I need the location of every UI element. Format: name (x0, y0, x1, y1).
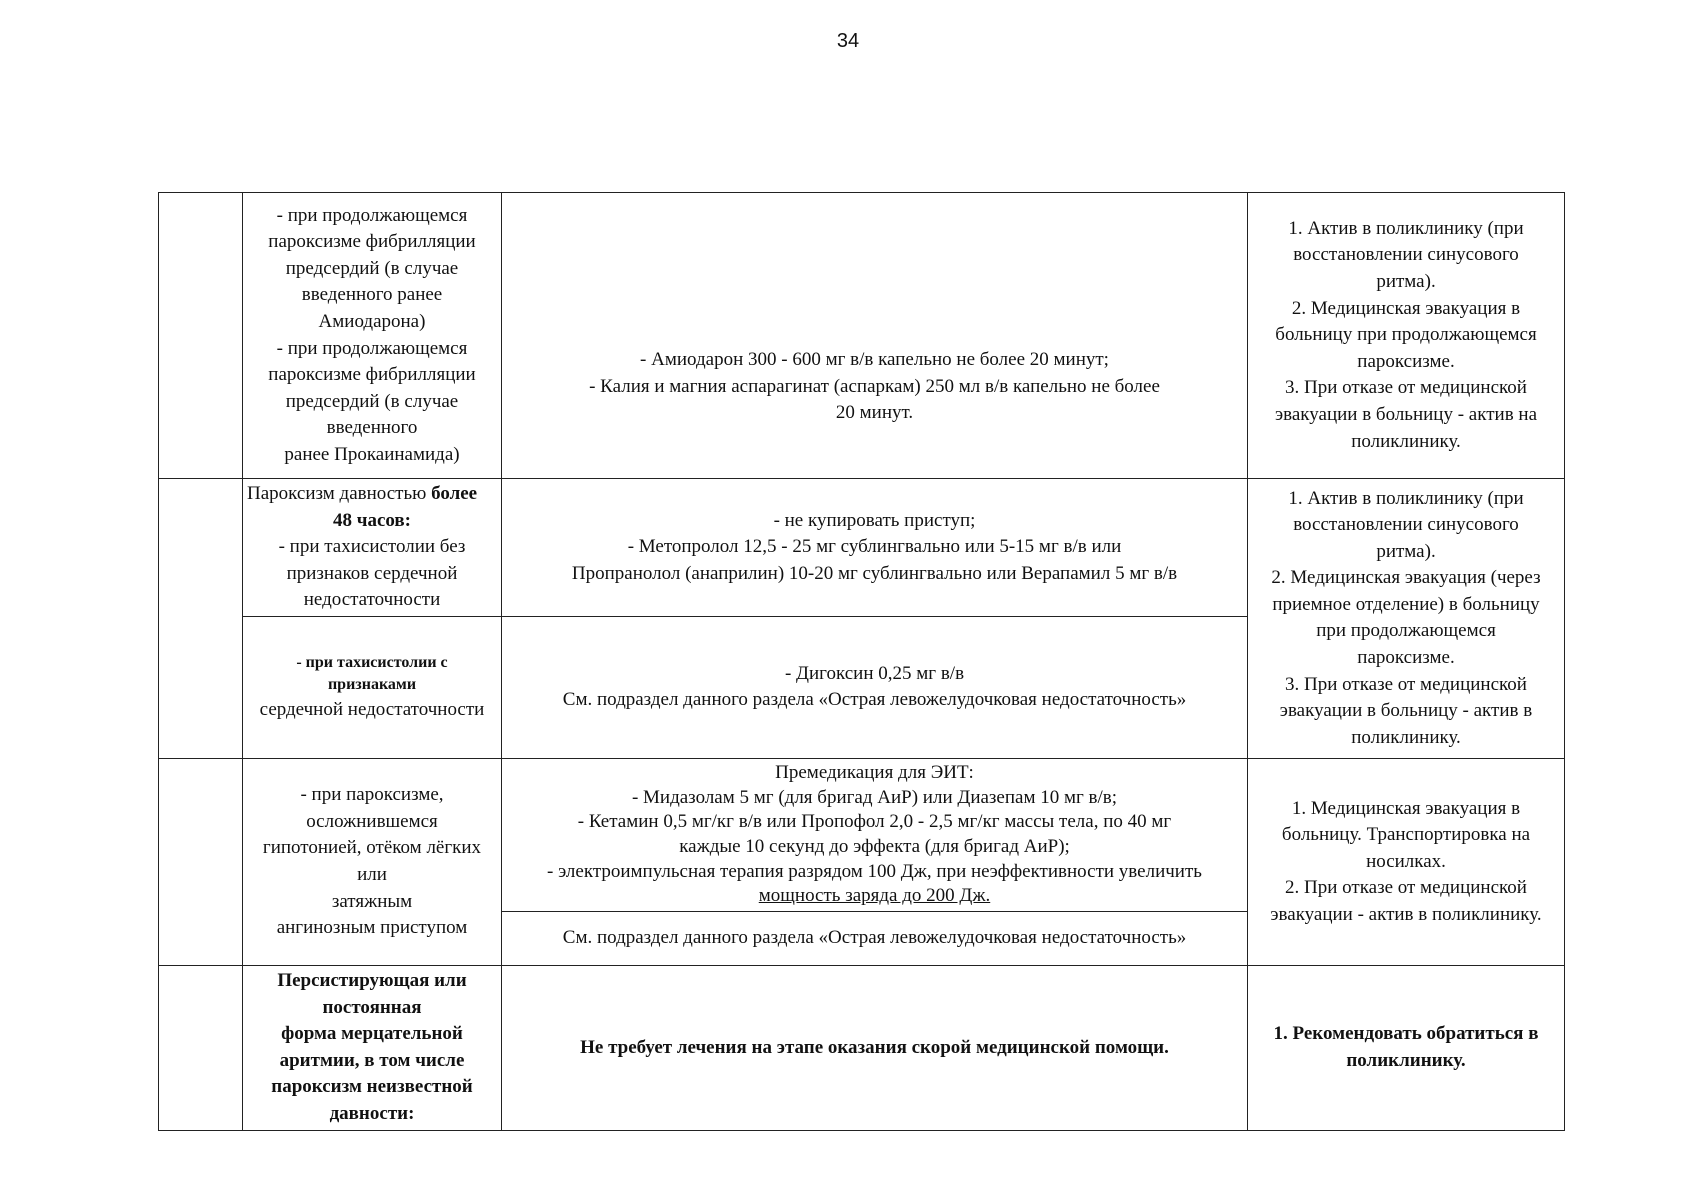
condition-cell (243, 966, 502, 1131)
index-cell (159, 758, 243, 965)
condition-line: - при продолжающемся (276, 337, 468, 359)
outcome-line: пароксизме. (1357, 647, 1455, 669)
condition-line: введенного ранее (301, 284, 443, 306)
index-cell (159, 966, 243, 1131)
condition-line: пароксизме фибрилляции (268, 231, 476, 253)
outcome-line: 1. Актив в поликлинику (при (1288, 217, 1524, 239)
treatment-cell (502, 758, 1248, 911)
condition-line: постоянная (322, 996, 422, 1018)
condition-line: признаками (327, 676, 417, 694)
outcome-line: 2. Медицинская эвакуация (через (1271, 567, 1541, 589)
outcome-line: эвакуации в больницу - актив в (1279, 700, 1533, 722)
condition-line: Персистирующая или (277, 970, 467, 992)
condition-line: аритмии, в том числе (279, 1049, 465, 1071)
protocol-row-1 (159, 193, 1565, 479)
outcome-line: эвакуации в больницу - актив на (1274, 403, 1538, 425)
outcome-line: поликлинику. (1346, 1049, 1466, 1071)
outcome-line: поликлинику. (1351, 726, 1461, 748)
treatment-cell (502, 193, 1248, 479)
condition-line: давности: (329, 1103, 415, 1125)
index-cell (159, 479, 243, 759)
treatment-protocol-table (158, 192, 1565, 1131)
condition-heading: Пароксизм давностью более (247, 483, 478, 504)
treatment-line: каждые 10 секунд до эффекта (для бригад АиР); (679, 836, 1070, 858)
protocol-row-6 (159, 966, 1565, 1131)
outcome-line: 2. При отказе от медицинской (1285, 877, 1527, 899)
page-number: 34 (836, 30, 860, 52)
outcome-line: восстановлении синусового (1293, 514, 1519, 536)
treatment-line: Премедикация для ЭИТ: (775, 761, 974, 783)
condition-line: введенного (326, 417, 418, 439)
index-cell (159, 193, 243, 479)
outcome-line: 3. При отказе от медицинской (1285, 377, 1527, 399)
condition-line: Амиодарона) (318, 310, 426, 332)
condition-cell (243, 758, 502, 965)
outcome-line: 1. Медицинская эвакуация в (1291, 797, 1521, 819)
outcome-line: больницу при продолжающемся (1275, 324, 1537, 346)
outcome-line: 1. Рекомендовать обратиться в (1273, 1023, 1539, 1045)
treatment-line: - Мидазолам 5 мг (для бригад АиР) или Диазепам 10 мг в/в; (631, 786, 1118, 808)
treatment-line: - Калия и магния аспарагинат (аспаркам) 250 мл в/в капельно не более (589, 375, 1160, 397)
treatment-cell (502, 912, 1248, 966)
condition-line: предсердий (в случае (285, 257, 459, 279)
condition-cell (243, 616, 502, 758)
outcome-cell (1248, 758, 1565, 965)
outcome-line: 1. Актив в поликлинику (при (1288, 487, 1524, 509)
outcome-line: эвакуации - актив в поликлинику. (1270, 903, 1542, 925)
condition-line: затяжным (331, 890, 413, 912)
condition-line: ранее Прокаинамида) (284, 443, 460, 465)
outcome-cell (1248, 193, 1565, 479)
condition-line: - при тахисистолии с (296, 653, 448, 671)
treatment-line: мощность заряда до 200 Дж. (758, 885, 991, 907)
condition-line: форма мерцательной (281, 1023, 463, 1045)
condition-line: 48 часов: (332, 509, 411, 531)
condition-line: гипотонией, отёком лёгких (262, 837, 482, 859)
treatment-line: - Метопролол 12,5 - 25 мг сублингвально или 5-15 мг в/в или (627, 536, 1122, 558)
condition-line: сердечной недостаточности (259, 698, 485, 720)
outcome-line: восстановлении синусового (1293, 244, 1519, 266)
treatment-cell (502, 479, 1248, 617)
treatment-line: - не купировать приступ; (773, 509, 976, 531)
treatment-line: Пропранолол (анаприлин) 10-20 мг сублингвально или Верапамил 5 мг в/в (571, 562, 1178, 584)
outcome-line: при продолжающемся (1316, 620, 1496, 642)
condition-cell (243, 479, 502, 617)
condition-line: - при тахисистолии без (278, 536, 466, 558)
condition-line: пароксизм неизвестной (271, 1076, 473, 1098)
condition-cell (243, 193, 502, 479)
treatment-line: - Дигоксин 0,25 мг в/в (784, 662, 965, 684)
condition-line: осложнившемся (306, 810, 438, 832)
outcome-line: ритма). (1376, 540, 1436, 562)
condition-line: предсердий (в случае (285, 390, 459, 412)
outcome-line: ритма). (1376, 271, 1436, 293)
outcome-line: пароксизме. (1357, 350, 1455, 372)
condition-line: или (357, 864, 387, 886)
outcome-line: носилках. (1366, 850, 1446, 872)
outcome-line: больницу. Транспортировка на (1281, 824, 1531, 846)
treatment-cell (502, 966, 1248, 1131)
treatment-line: Не требует лечения на этапе оказания скорой медицинской помощи. (580, 1036, 1169, 1058)
treatment-line: 20 минут. (835, 402, 914, 424)
outcome-cell (1248, 966, 1565, 1131)
condition-line: ангинозным приступом (276, 917, 468, 939)
treatment-line: - электроимпульсная терапия разрядом 100 Дж, при неэффективности увеличить (547, 860, 1202, 882)
outcome-cell (1248, 479, 1565, 759)
treatment-line: См. подраздел данного раздела «Острая левожелудочковая недостаточность» (562, 689, 1187, 711)
condition-line: - при пароксизме, (300, 784, 444, 806)
outcome-line: поликлинику. (1351, 430, 1461, 452)
outcome-line: 3. При отказе от медицинской (1285, 673, 1527, 695)
condition-line: пароксизме фибрилляции (268, 364, 476, 386)
outcome-line: приемное отделение) в больницу (1272, 593, 1540, 615)
outcome-line: 2. Медицинская эвакуация в (1291, 297, 1521, 319)
condition-line: - при продолжающемся (276, 204, 468, 226)
treatment-cell (502, 616, 1248, 758)
protocol-row-4 (159, 758, 1565, 911)
treatment-line: - Амиодарон 300 - 600 мг в/в капельно не более 20 минут; (640, 349, 1109, 371)
treatment-line: См. подраздел данного раздела «Острая левожелудочковая недостаточность» (562, 927, 1187, 949)
condition-line: недостаточности (303, 589, 441, 611)
treatment-line: - Кетамин 0,5 мг/кг в/в или Пропофол 2,0 - 2,5 мг/кг массы тела, по 40 мг (577, 811, 1172, 833)
condition-line: признаков сердечной (286, 562, 458, 584)
protocol-row-2 (159, 479, 1565, 617)
